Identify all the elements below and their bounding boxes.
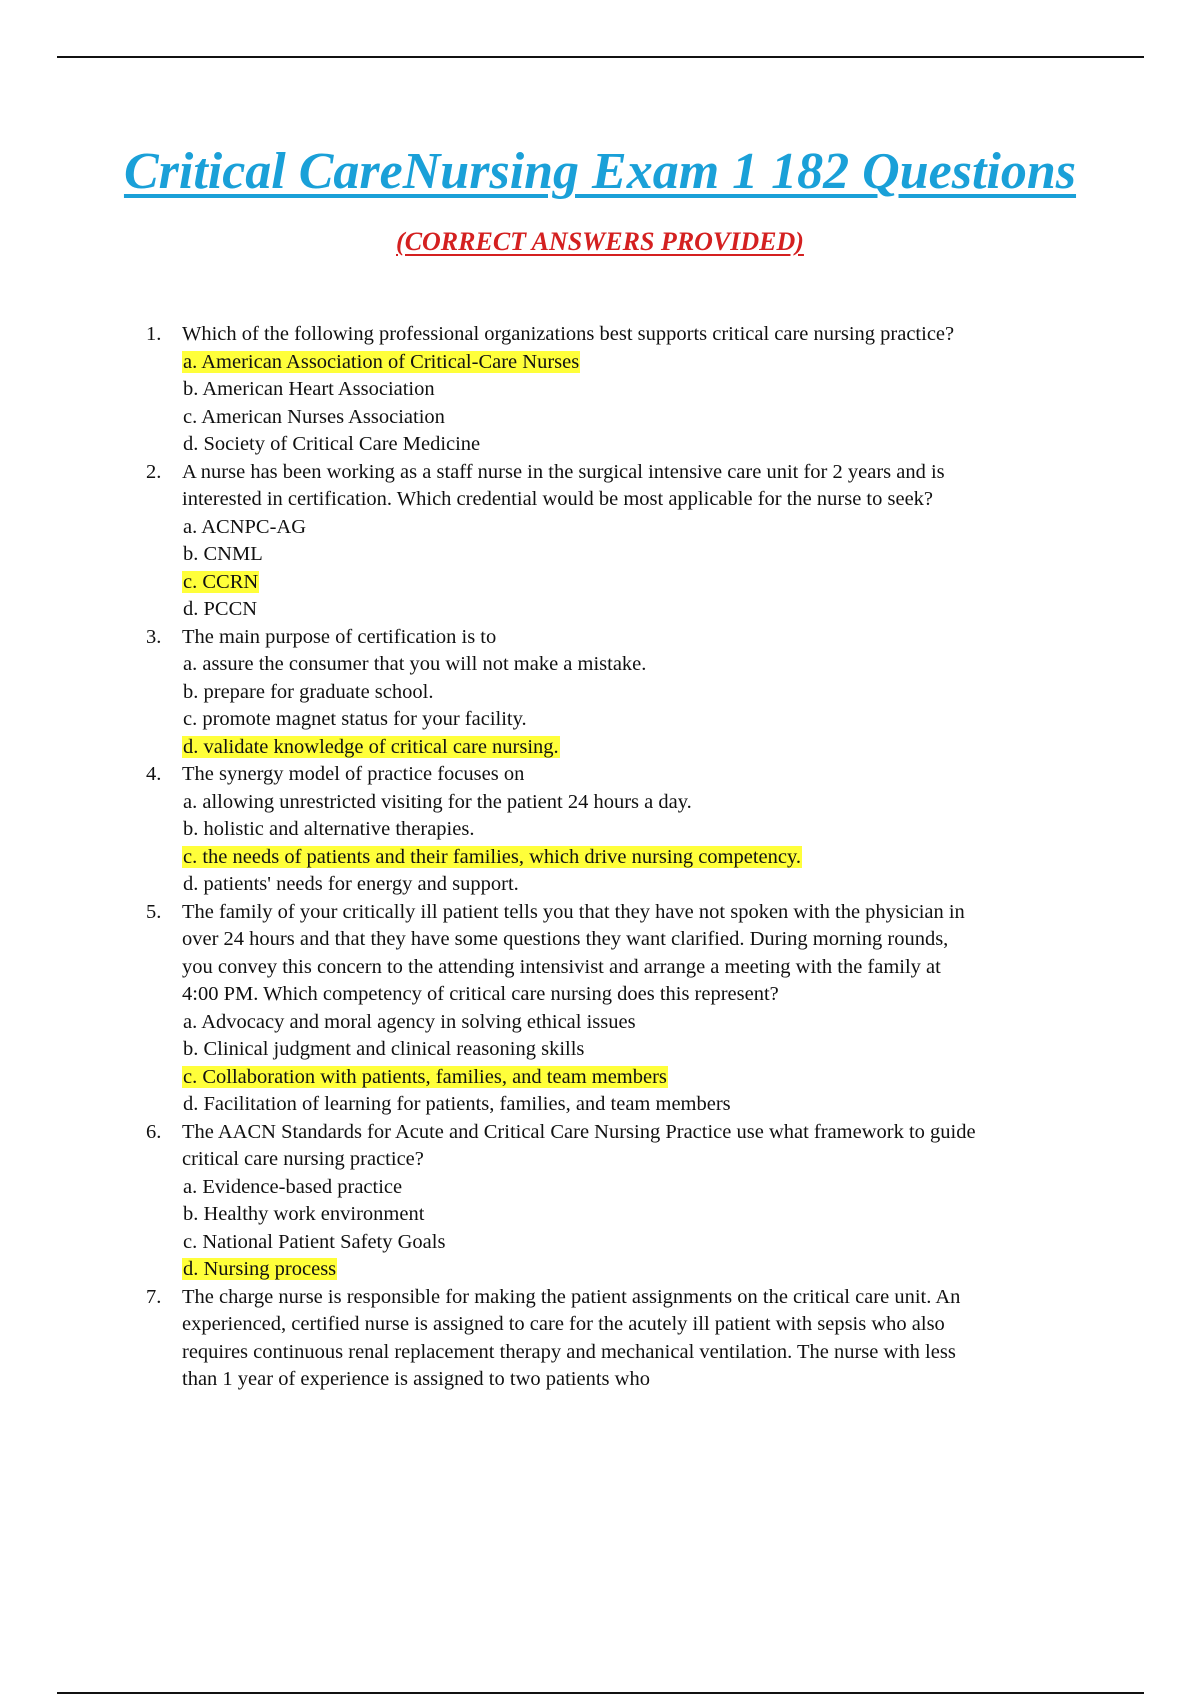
answer-option-text: c. American Nurses Association <box>183 405 445 428</box>
question-number: 6. <box>146 1120 162 1143</box>
answer-option <box>182 1009 1040 1037</box>
answer-option-text: c. National Patient Safety Goals <box>183 1230 446 1253</box>
answer-option-text: b. holistic and alternative therapies. <box>183 818 475 840</box>
question-stem: The main purpose of certification is to <box>182 625 497 648</box>
answer-option-text: b. Healthy work environment <box>183 1203 425 1225</box>
bottom-rule <box>57 1692 1144 1694</box>
answer-option <box>182 679 1040 707</box>
answer-option-correct <box>182 1256 1040 1284</box>
answer-option-text: a. assure the consumer that you will not make a mistake. <box>183 653 647 675</box>
answer-option <box>182 404 1040 432</box>
answer-option-text: a. allowing unrestricted visiting for the patient 24 hours a day. <box>183 790 692 813</box>
answer-option-text: d. Nursing process <box>183 1258 337 1280</box>
answer-option <box>182 651 1040 679</box>
answer-option-text: d. PCCN <box>183 598 258 620</box>
question-number: 1. <box>146 323 162 345</box>
answer-option-correct <box>182 734 1040 762</box>
question-item <box>140 1284 1040 1394</box>
answer-option <box>182 1036 1040 1064</box>
question-stem: A nurse has been working as a staff nurse in the surgical intensive care unit for 2 years and is interested in certification. Which credential would be most applicable for the nurse to seek? <box>182 460 945 510</box>
answer-option-text: a. American Association of Critical-Care Nurses <box>183 350 580 373</box>
answer-option <box>182 514 1040 542</box>
answer-option-text: a. Evidence-based practice <box>183 1175 403 1198</box>
question-item <box>140 1119 1040 1284</box>
answer-option-text: d. patients' needs for energy and support. <box>183 873 519 895</box>
answer-option <box>182 1201 1040 1229</box>
answer-option <box>182 376 1040 404</box>
answer-option-text: c. CCRN <box>183 570 259 593</box>
answer-option-text: c. promote magnet status for your facility. <box>183 708 527 730</box>
question-item <box>140 459 1040 624</box>
answer-option <box>182 541 1040 569</box>
answer-option-correct <box>182 1064 1040 1092</box>
question-item <box>140 761 1040 899</box>
answer-option <box>182 431 1040 459</box>
answer-option-text: d. Society of Critical Care Medicine <box>183 433 481 455</box>
answer-option-text: b. Clinical judgment and clinical reasoning skills <box>183 1038 585 1060</box>
question-number: 5. <box>146 900 162 923</box>
question-stem: The synergy model of practice focuses on <box>182 763 525 785</box>
question-stem: The charge nurse is responsible for making the patient assignments on the critical care unit. An experienced, certified nurse is assigned to care for the acutely ill patient with sepsis who also requires continuous renal replacement therapy and mechanical ventilation. The nurse with less than 1 year of experience is assigned to two patients who <box>182 1285 961 1390</box>
answer-option <box>182 706 1040 734</box>
answer-option-text: b. CNML <box>183 543 263 565</box>
answer-option-correct <box>182 349 1040 377</box>
answer-option-correct <box>182 569 1040 597</box>
answer-option <box>182 1174 1040 1202</box>
answer-option-text: d. validate knowledge of critical care nursing. <box>183 735 559 758</box>
answer-option-text: a. ACNPC-AG <box>183 515 307 538</box>
question-number: 2. <box>146 460 162 483</box>
answer-option <box>182 1229 1040 1257</box>
question-number: 7. <box>146 1285 162 1308</box>
question-stem: The family of your critically ill patient tells you that they have not spoken with the physician in over 24 hours and that they have some questions they want clarified. During morning rounds, you convey this concern to the attending intensivist and arrange a meeting with the family at 4:00 PM. Which competency of critical care nursing does this represent? <box>182 900 965 1005</box>
page-title: Critical CareNursing Exam 1 182 Questions <box>123 143 1077 200</box>
answer-option-text: c. the needs of patients and their families, which drive nursing competency. <box>183 845 802 868</box>
question-item <box>140 624 1040 762</box>
answer-option-text: d. Facilitation of learning for patients, families, and team members <box>183 1093 731 1115</box>
question-number: 4. <box>146 763 162 785</box>
question-list <box>140 321 1040 1394</box>
answer-option <box>182 596 1040 624</box>
answer-option <box>182 1091 1040 1119</box>
answer-option-correct <box>182 844 1040 872</box>
question-number: 3. <box>146 625 162 648</box>
question-stem: The AACN Standards for Acute and Critical Care Nursing Practice use what framework to guide critical care nursing practice? <box>182 1120 976 1170</box>
answer-option-text: b. prepare for graduate school. <box>183 680 434 703</box>
question-item <box>140 321 1040 459</box>
answer-option-text: a. Advocacy and moral agency in solving ethical issues <box>183 1010 636 1033</box>
answer-option <box>182 871 1040 899</box>
answer-option-text: c. Collaboration with patients, families, and team members <box>183 1065 667 1088</box>
question-item <box>140 899 1040 1119</box>
question-stem: Which of the following professional organizations best supports critical care nursing practice? <box>182 323 955 345</box>
answer-option <box>182 816 1040 844</box>
answer-option <box>182 789 1040 817</box>
top-rule <box>57 56 1144 58</box>
answer-option-text: b. American Heart Association <box>183 378 435 400</box>
page-subtitle: (CORRECT ANSWERS PROVIDED) <box>396 227 804 256</box>
